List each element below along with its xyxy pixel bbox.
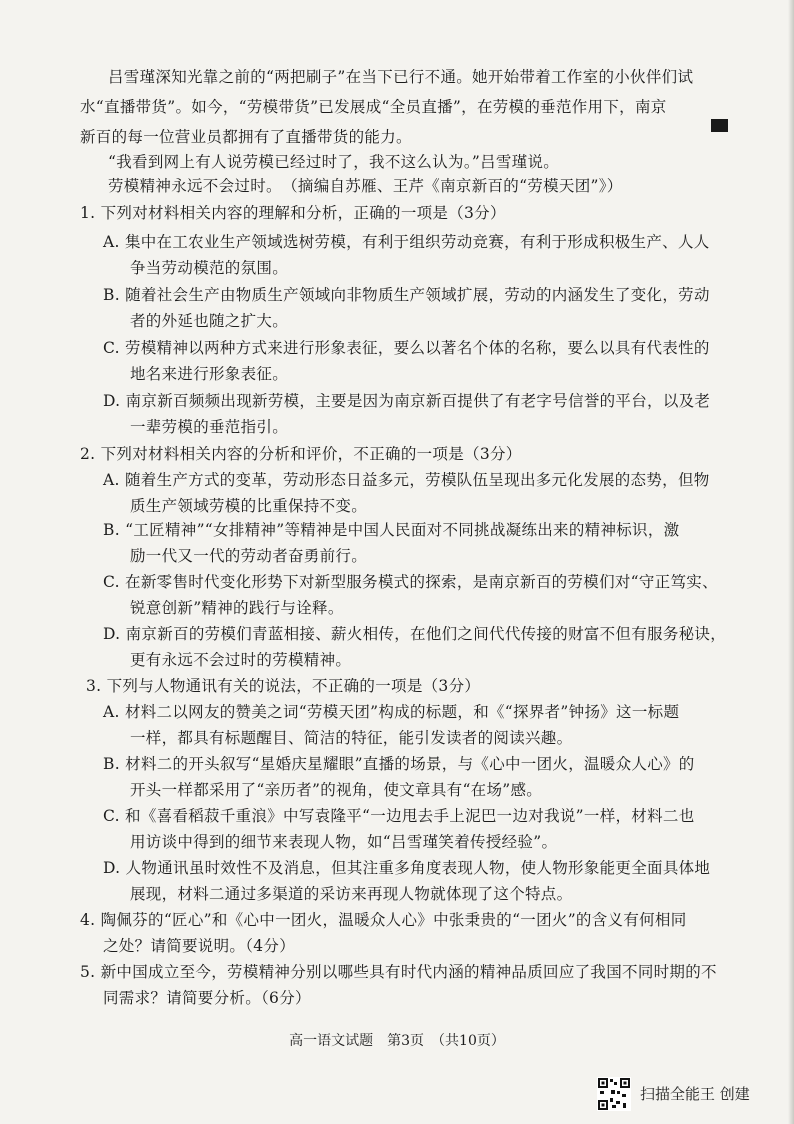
text-line: “我看到网上有人说劳模已经过时了，我不这么认为。”吕雪瑾说。 xyxy=(108,153,560,171)
qr-code-icon xyxy=(597,1077,631,1111)
question-5: 5. 新中国成立至今，劳模精神分别以哪些具有时代内涵的精神品质回应了我国不同时期的不 xyxy=(80,963,717,981)
text-line: 同需求？请简要分析。（6分） xyxy=(103,989,311,1007)
q1-option-d: D. 南京新百频频出现新劳模，主要是因为南京新百提供了有老字号信誉的平台，以及老 xyxy=(103,392,711,410)
scanner-watermark: 扫描全能王 创建 xyxy=(640,1085,750,1103)
q3-option-a: A. 材料二以网友的赞美之词“劳模天团”构成的标题，和《“探界者”钟扬》这一标题 xyxy=(103,703,680,721)
text-line: 更有永远不会过时的劳模精神。 xyxy=(130,651,352,669)
text-line: 之处？请简要说明。（4分） xyxy=(103,937,296,955)
question-3: 3. 下列与人物通讯有关的说法，不正确的一项是（3分） xyxy=(86,677,481,695)
text-line: 新百的每一位营业员都拥有了直播带货的能力。 xyxy=(80,128,412,146)
q1-option-b: B. 随着社会生产由物质生产领域向非物质生产领域扩展，劳动的内涵发生了变化，劳动 xyxy=(103,286,710,304)
text-line: 展现，材料二通过多渠道的采访来再现人物就体现了这个特点。 xyxy=(130,885,573,903)
q1-option-c: C. 劳模精神以两种方式来进行形象表征，要么以著名个体的名称，要么以具有代表性的 xyxy=(103,339,710,357)
q2-option-d: D. 南京新百的劳模们青蓝相接、薪火相传，在他们之间代代传接的财富不但有服务秘诀， xyxy=(103,625,727,643)
q1-option-a: A. 集中在工农业生产领域选树劳模，有利于组织劳动竞赛，有利于形成积极生产、人人 xyxy=(103,233,710,251)
q2-option-a: A. 随着生产方式的变革，劳动形态日益多元，劳模队伍呈现出多元化发展的态势，但物 xyxy=(103,471,710,489)
q2-option-c: C. 在新零售时代变化形势下对新型服务模式的探索，是南京新百的劳模们对“守正笃实、 xyxy=(103,573,718,591)
question-4: 4. 陶佩芬的“匠心”和《心中一团火，温暖众人心》中张秉贵的“一团火”的含义有何相同 xyxy=(80,911,687,929)
text-line: 争当劳动模范的氛围。 xyxy=(130,259,289,277)
q2-option-b: B. “工匠精神”“女排精神”等精神是中国人民面对不同挑战凝练出来的精神标识，激 xyxy=(103,521,680,539)
q3-option-c: C. 和《喜看稻菽千重浪》中写袁隆平“一边甩去手上泥巴一边对我说”一样，材料二也 xyxy=(103,807,695,825)
text-line: 一辈劳模的垂范指引。 xyxy=(130,418,289,436)
text-line: 吕雪瑾深知光靠之前的“两把刷子”在当下已行不通。她开始带着工作室的小伙伴们试 xyxy=(108,68,694,86)
text-line: 一样，都具有标题醒目、简洁的特征，能引发读者的阅读兴趣。 xyxy=(130,729,573,747)
text-line: 者的外延也随之扩大。 xyxy=(130,312,289,330)
q3-option-b: B. 材料二的开头叙写“星婚庆星耀眼”直播的场景，与《心中一团火，温暖众人心》的 xyxy=(103,755,695,773)
q3-option-d: D. 人物通讯虽时效性不及消息，但其注重多角度表现人物，使人物形象能更全面具体地 xyxy=(103,859,711,877)
question-1: 1. 下列对材料相关内容的理解和分析，正确的一项是（3分） xyxy=(80,204,506,222)
text-line: 质生产领域劳模的比重保持不变。 xyxy=(130,497,368,515)
text-line: 励一代又一代的劳动者奋勇前行。 xyxy=(130,547,368,565)
black-marker xyxy=(711,119,728,132)
text-line: 用访谈中得到的细节来表现人物，如“吕雪瑾笑着传授经验”。 xyxy=(130,833,558,851)
text-line: 水“直播带货”。如今，“劳模带货”已发展成“全员直播”，在劳模的垂范作用下，南京 xyxy=(80,98,667,116)
page-footer: 高一语文试题 第3页 （共10页） xyxy=(289,1033,505,1049)
text-line: 开头一样都采用了“亲历者”的视角，使文章具有“在场”感。 xyxy=(130,781,543,799)
text-line: 地名来进行形象表征。 xyxy=(130,365,289,383)
question-2: 2. 下列对材料相关内容的分析和评价，不正确的一项是（3分） xyxy=(80,445,522,463)
page-edge-shadow xyxy=(788,0,794,1124)
source-line: 劳模精神永远不会过时。 （摘编自苏雁、王芹《南京新百的“劳模天团”》） xyxy=(108,177,623,195)
text-line: 锐意创新”精神的践行与诠释。 xyxy=(130,599,344,617)
